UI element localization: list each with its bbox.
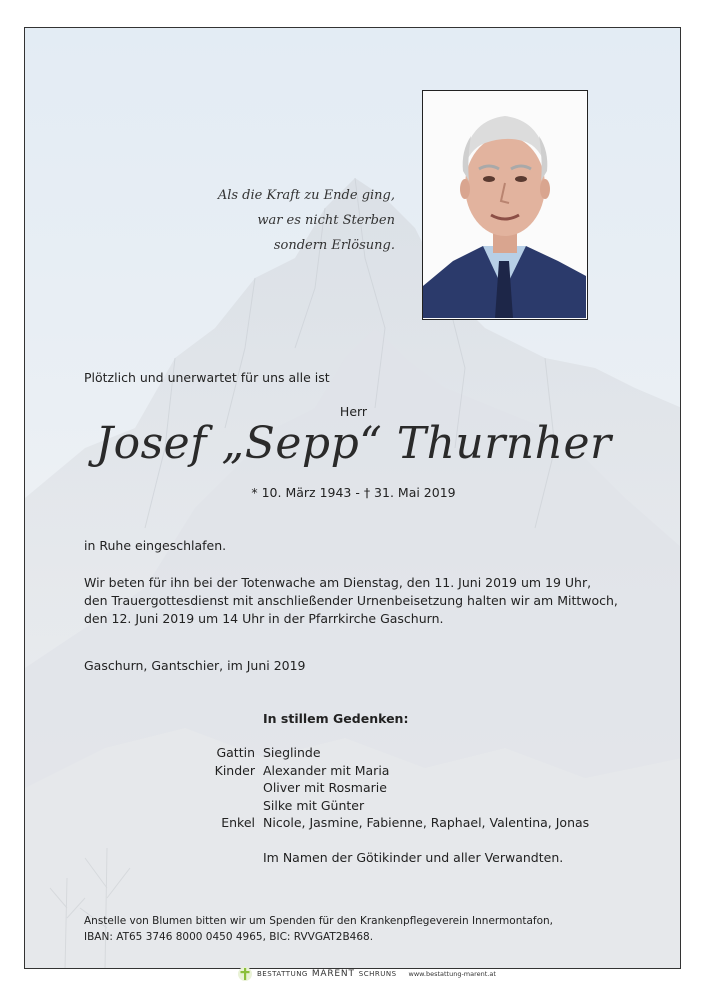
family-names: Sieglinde	[263, 745, 321, 760]
quote-line-3: sondern Erlösung.	[273, 238, 395, 253]
quote	[195, 183, 395, 258]
closing-text: Im Namen der Götikinder und aller Verwandten.	[263, 850, 564, 865]
family-names: Nicole, Jasmine, Fabienne, Raphael, Valentina, Jonas	[263, 815, 590, 830]
brand-name: MARENT	[311, 969, 355, 979]
family-role: Kinder	[214, 762, 255, 778]
family-role: Gattin	[216, 745, 255, 760]
donation-line-2: IBAN: AT65 3746 8000 0450 4965, BIC: RVVGAT2B468.	[84, 931, 374, 943]
cross-logo-icon	[237, 966, 253, 982]
service-paragraph	[84, 574, 618, 628]
service-line-2: den Trauergottesdienst mit anschließender Urnenbeisetzung halten wir am Mittwoch,	[84, 593, 618, 608]
brand-prefix: BESTATTUNG	[257, 970, 308, 978]
service-line-3: den 12. Juni 2019 um 14 Uhr in der Pfarrkirche Gaschurn.	[84, 611, 444, 626]
family-names: Alexander mit Maria	[263, 762, 390, 778]
family-row	[150, 797, 589, 815]
family-row	[150, 744, 589, 762]
deceased-name: Josef „Sepp“ Thurnher	[95, 418, 612, 469]
funeral-home-brand	[237, 966, 496, 982]
family-names: Oliver mit Rosmarie	[263, 780, 387, 795]
family-list	[150, 744, 589, 832]
brand-town: SCHRUNS	[358, 970, 397, 978]
memory-heading: In stillem Gedenken:	[263, 711, 409, 726]
service-line-1: Wir beten für ihn bei der Totenwache am Dienstag, den 11. Juni 2019 um 19 Uhr,	[84, 575, 592, 590]
quote-line-2: war es nicht Sterben	[257, 213, 395, 228]
portrait-photo	[422, 90, 588, 320]
donation-note	[84, 913, 553, 945]
family-role	[150, 797, 263, 815]
donation-line-1: Anstelle von Blumen bitten wir um Spenden für den Krankenpflegeverein Innermontafon,	[84, 915, 554, 927]
family-role	[150, 779, 263, 797]
family-row	[150, 814, 589, 832]
quote-line-1: Als die Kraft zu Ende ging,	[217, 188, 395, 203]
intro-text: Plötzlich und unerwartet für uns alle ist	[84, 370, 330, 385]
family-names: Silke mit Günter	[263, 797, 365, 813]
place-date: Gaschurn, Gantschier, im Juni 2019	[84, 658, 306, 673]
family-row	[150, 762, 589, 780]
life-dates: * 10. März 1943 - † 31. Mai 2019	[251, 485, 456, 500]
family-row	[150, 779, 589, 797]
rest-text: in Ruhe eingeschlafen.	[84, 538, 227, 553]
family-role: Enkel	[221, 815, 255, 830]
portrait-illustration	[423, 91, 586, 318]
brand-url[interactable]: www.bestattung-marent.at	[408, 970, 496, 978]
title-herr: Herr	[339, 404, 368, 419]
